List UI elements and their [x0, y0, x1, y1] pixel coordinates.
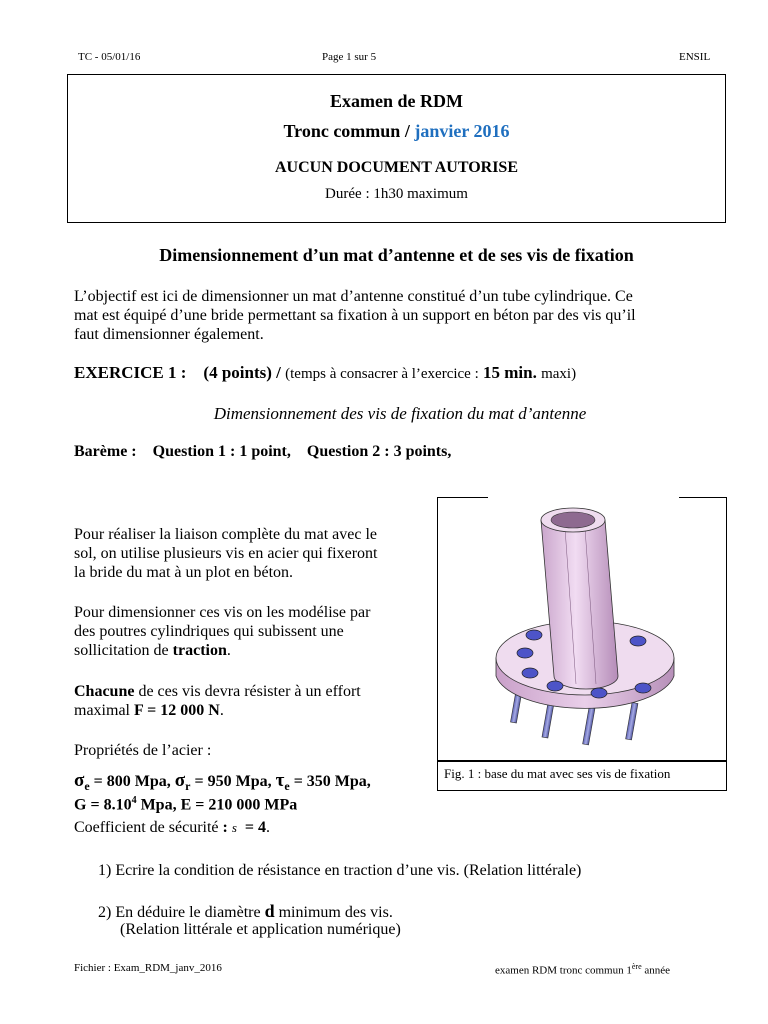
coef-label: Coefficient de sécurité [74, 819, 223, 836]
sigma-r-index: r [185, 779, 191, 794]
header-left: TC - 05/01/16 [78, 51, 141, 63]
context-paragraph [74, 525, 424, 582]
sigma-r-value: = 950 Mpa, [190, 773, 276, 790]
g-value: G = 8.10 [74, 796, 132, 814]
body-line [74, 682, 434, 701]
bareme-label: Barème : [74, 443, 137, 460]
body-text: . [226, 642, 231, 659]
e-value: Mpa, E = 210 000 MPa [136, 796, 298, 814]
frame-gap [488, 496, 679, 500]
footer-course [495, 962, 670, 977]
figure-frame [437, 497, 727, 761]
coef-suffix: . [266, 819, 271, 836]
traction-term: traction [172, 642, 227, 659]
body-line: sol, on utilise plusieurs vis en acier qui fixeront [74, 545, 378, 562]
exercise-time: 15 min. [483, 363, 537, 382]
exercise-points: (4 points) / [203, 363, 281, 382]
tau-e-value: = 350 Mpa, [289, 773, 371, 790]
question-2-text: 2) En déduire le diamètre [98, 904, 265, 921]
bareme-q2: Question 2 : 3 points, [306, 443, 452, 460]
force-paragraph [74, 682, 434, 720]
title-box [67, 74, 726, 223]
subtitle-prefix: Tronc commun / [283, 121, 415, 141]
intro-line: mat est équipé d’une bride permettant sa fixation à un support en béton par des vis qu’il [74, 307, 636, 324]
exercise-time-suffix: maxi) [541, 366, 577, 382]
force-value: F = 12 000 N [133, 702, 220, 719]
figure-caption: Fig. 1 : base du mat avec ses vis de fixation [437, 761, 727, 791]
duration: Durée : 1h30 maximum [325, 186, 468, 202]
footer-filename: Fichier : Exam_RDM_janv_2016 [74, 962, 222, 974]
tau-e-index: e [284, 779, 290, 794]
chacune-term: Chacune [74, 683, 135, 700]
safety-coefficient [74, 818, 270, 837]
bareme [74, 443, 451, 461]
exponent: 4 [131, 795, 137, 806]
footer-course-text: année [641, 964, 671, 977]
coef-value: = 4 [244, 819, 267, 836]
footer-course-text: examen RDM tronc commun 1 [495, 964, 632, 977]
sigma-symbol: σ [74, 770, 85, 791]
exercise-subtitle: Dimensionnement des vis de fixation du mat d’antenne [213, 404, 587, 423]
sigma-e-index: e [84, 779, 90, 794]
header-page: Page 1 sur 5 [322, 51, 377, 63]
bareme-q1: Question 1 : 1 point, [152, 443, 291, 460]
steel-properties-title: Propriétés de l’acier : [74, 742, 212, 759]
body-line: la bride du mat à un plot en béton. [74, 564, 294, 581]
intro-paragraph [74, 287, 636, 344]
tau-symbol: τ [275, 770, 285, 791]
question-1: 1) Ecrire la condition de résistance en traction d’une vis. (Relation littérale) [98, 862, 582, 879]
body-text: de ces vis devra résister à un effort [134, 683, 361, 700]
coef-colon: : [222, 819, 228, 836]
body-line: Pour réaliser la liaison complète du mat avec le [74, 526, 377, 543]
section-title: Dimensionnement d’un mat d’antenne et de ses vis de fixation [159, 245, 634, 265]
footer-superscript: ère [631, 962, 642, 971]
body-text: . [219, 702, 224, 719]
steel-properties-line1 [74, 770, 371, 794]
body-text: sollicitation de [74, 642, 173, 659]
body-line: des poutres cylindriques qui subissent une [74, 623, 344, 640]
tube [541, 508, 618, 689]
exam-date: janvier 2016 [414, 121, 510, 141]
body-line [74, 701, 434, 720]
exercise-heading [74, 363, 576, 383]
diameter-symbol: d [264, 901, 275, 921]
body-line: Pour dimensionner ces vis on les modélise par [74, 604, 371, 621]
intro-line: faut dimensionner également. [74, 326, 264, 343]
question-2-text: minimum des vis. [274, 904, 393, 921]
question-2-detail: (Relation littérale et application numérique) [120, 921, 401, 938]
steel-properties-line2 [74, 795, 297, 814]
coef-symbol: s [231, 820, 237, 835]
sigma-symbol: σ [174, 770, 186, 791]
no-documents-notice: AUCUN DOCUMENT AUTORISE [275, 159, 518, 176]
exercise-label: EXERCICE 1 : [74, 363, 187, 382]
exam-title: Examen de RDM [330, 91, 463, 111]
exam-subtitle [68, 121, 725, 142]
intro-line: L’objectif est ici de dimensionner un mat d’antenne constitué d’un tube cylindrique. Ce [74, 288, 633, 305]
model-paragraph [74, 603, 424, 660]
exercise-time-prefix: (temps à consacrer à l’exercice : [285, 366, 479, 382]
antenna-mast-base-illustration [438, 498, 726, 760]
body-text: maximal [74, 702, 134, 719]
header-right: ENSIL [679, 51, 711, 63]
question-2 [98, 902, 393, 922]
sigma-e-value: = 800 Mpa, [89, 773, 175, 790]
body-line [74, 641, 424, 660]
